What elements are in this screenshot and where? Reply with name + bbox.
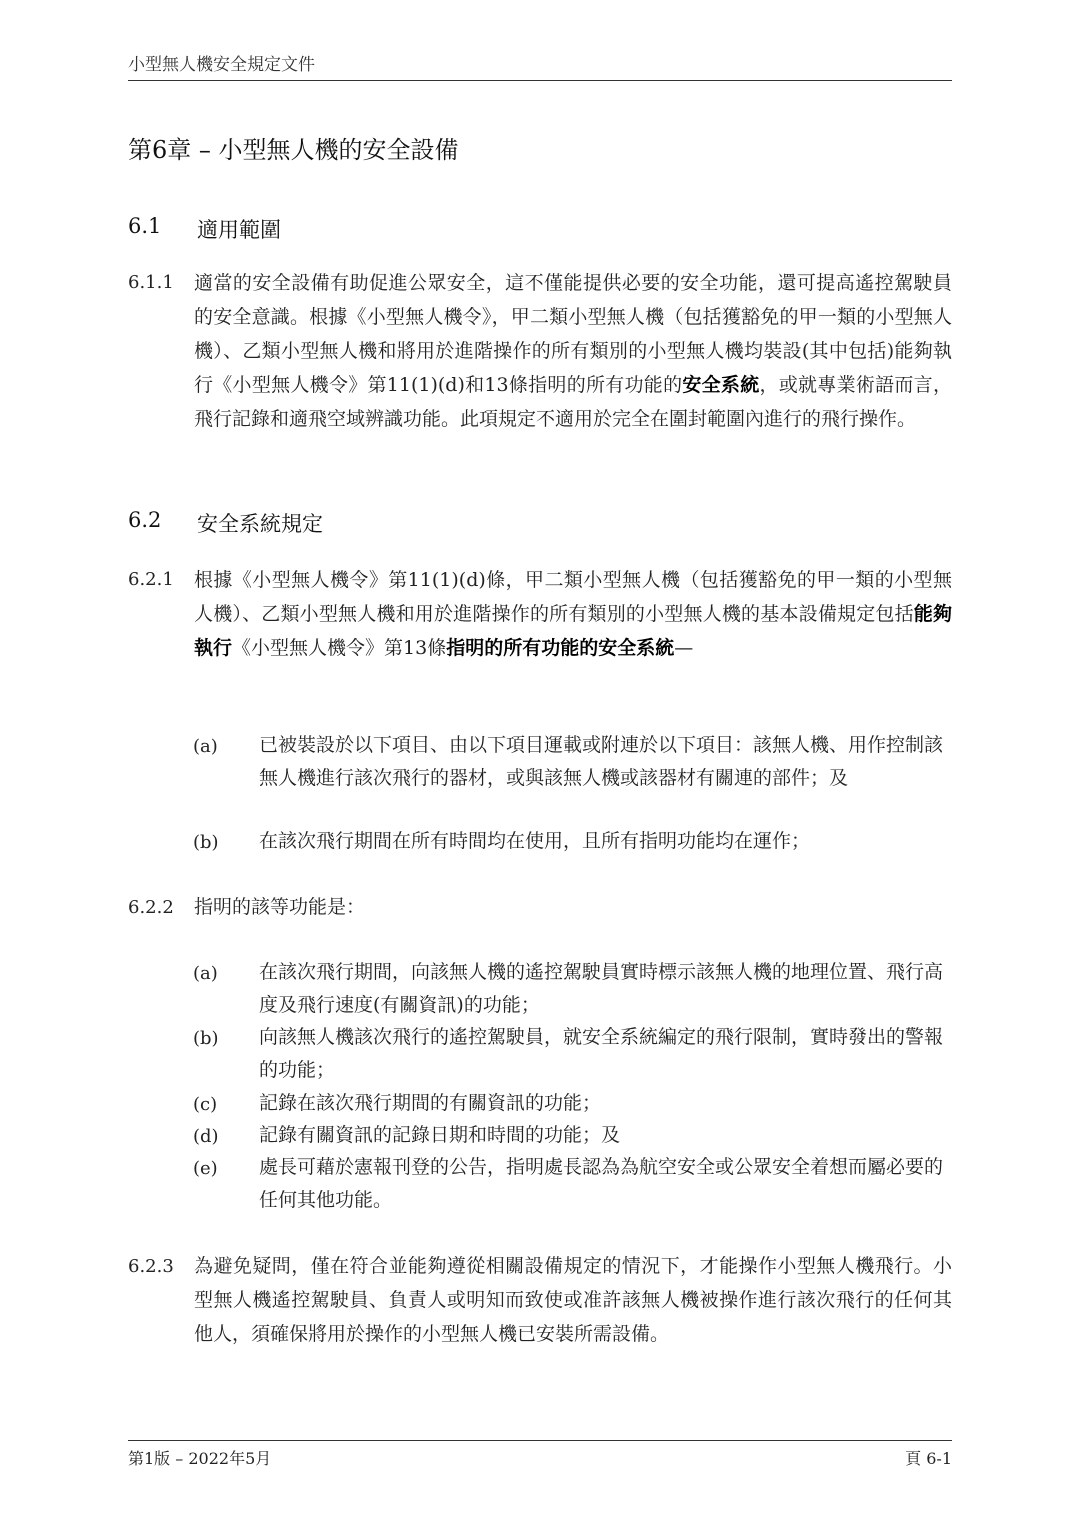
paragraph-text: — bbox=[674, 637, 694, 659]
paragraph-text: ，或就專業術語而言，飛行記錄和適飛空域辨識功能。此項規定不適用於完全在圍封範圍內進行的飛行操作。 bbox=[194, 374, 952, 430]
list-item: 處長可藉於憲報刊登的公告，指明處長認為為航空安全或公眾安全着想而屬必要的任何其他功能。 bbox=[259, 1156, 944, 1211]
running-header: 小型無人機安全規定文件 bbox=[128, 55, 315, 75]
list-item: 已被裝設於以下項目、由以下項目運載或附連於以下項目：該無人機、用作控制該無人機進行該次飛行的器材，或與該無人機或該器材有關連的部件；及 bbox=[259, 734, 944, 789]
paragraph-text: 適當的安全設備有助促進公眾安全，這不僅能提供必要的安全功能，還可提高遙控駕駛員的安全意識。根據《小型無人機令》，甲二類小型無人機（包括獲豁免的甲一類的小型無人機）、乙類小型無人機和將用於進階操作的所有類別的小型無人機均裝設(其中包括)能夠執行《小型無人機令》第11(1)(d)和13條指明的所有功能的 bbox=[194, 272, 952, 396]
list-item-label: (a) bbox=[193, 963, 218, 984]
list-item: 記錄有關資訊的記錄日期和時間的功能；及 bbox=[259, 1124, 621, 1146]
header-divider bbox=[128, 80, 952, 81]
paragraph-number: 6.1.1 bbox=[128, 272, 174, 293]
page-number: 頁 6-1 bbox=[905, 1449, 952, 1468]
footer-divider bbox=[128, 1440, 952, 1441]
paragraph-text: 根據《小型無人機令》第11(1)(d)條，甲二類小型無人機（包括獲豁免的甲一類的小型無人機）、乙類小型無人機和用於進階操作的所有類別的小型無人機的基本設備規定包括 bbox=[194, 569, 952, 625]
list-item: 向該無人機該次飛行的遙控駕駛員，就安全系統編定的飛行限制，實時發出的警報的功能； bbox=[259, 1026, 944, 1081]
list-item-label: (b) bbox=[193, 1028, 219, 1049]
paragraph-text: 《小型無人機令》第13條 bbox=[232, 637, 447, 659]
paragraph-number: 6.2.3 bbox=[128, 1256, 174, 1277]
chapter-title: 第6章 – 小型無人機的安全設備 bbox=[128, 136, 459, 164]
list-item: 在該次飛行期間，向該無人機的遙控駕駛員實時標示該無人機的地理位置、飛行高度及飛行速度(有關資訊)的功能； bbox=[259, 961, 944, 1016]
list-item-label: (b) bbox=[193, 832, 219, 853]
list-item-label: (c) bbox=[193, 1094, 218, 1115]
list-item: 在該次飛行期間在所有時間均在使用，且所有指明功能均在運作； bbox=[259, 830, 811, 852]
bold-term: 安全系統 bbox=[682, 374, 760, 396]
paragraph-6-2-1 bbox=[194, 563, 952, 665]
paragraph-number: 6.2.2 bbox=[128, 897, 174, 918]
paragraph-6-1-1 bbox=[194, 266, 952, 436]
section-title: 適用範圍 bbox=[197, 218, 281, 242]
list-item-label: (a) bbox=[193, 736, 218, 757]
bold-term: 能夠執行 bbox=[194, 603, 952, 659]
paragraph-6-2-2: 指明的該等功能是： bbox=[194, 896, 366, 918]
section-number: 6.1 bbox=[128, 214, 162, 238]
section-number: 6.2 bbox=[128, 508, 162, 532]
list-item: 記錄在該次飛行期間的有關資訊的功能； bbox=[259, 1092, 602, 1114]
edition-info: 第1版 – 2022年5月 bbox=[128, 1449, 272, 1468]
paragraph-number: 6.2.1 bbox=[128, 569, 174, 590]
list-item-label: (d) bbox=[193, 1126, 219, 1147]
bold-term: 指明的所有功能的安全系統 bbox=[446, 637, 675, 659]
list-item-label: (e) bbox=[193, 1158, 218, 1179]
section-title: 安全系統規定 bbox=[197, 512, 323, 536]
paragraph-6-2-3: 為避免疑問，僅在符合並能夠遵從相關設備規定的情況下，才能操作小型無人機飛行。小型無人機遙控駕駛員、負責人或明知而致使或准許該無人機被操作進行該次飛行的任何其他人，須確保將用於操作的小型無人機已安裝所需設備。 bbox=[194, 1255, 952, 1345]
